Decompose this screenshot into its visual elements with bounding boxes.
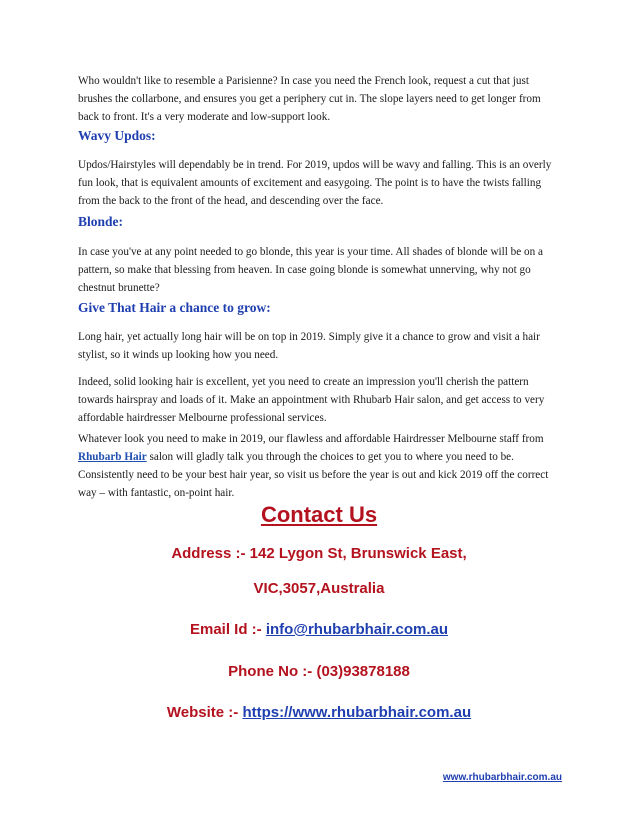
rhubarb-hair-link[interactable]: Rhubarb Hair bbox=[78, 451, 147, 463]
contact-address-line2: VIC,3057,Australia bbox=[253, 580, 385, 597]
footer-url-link[interactable]: www.rhubarbhair.com.au bbox=[442, 772, 562, 783]
section-heading: Blonde: bbox=[78, 214, 124, 229]
section-wavy-updos-body bbox=[78, 156, 562, 210]
website-label: Website :- bbox=[166, 704, 243, 721]
paragraph-text-after-link: salon will gladly talk you through the choices to get you to where you need to be. Consistently need to be your best hair year, so visit us before the year is out and kick 2019 off the correct way – with fantastic, on-point hair. bbox=[78, 451, 549, 499]
section-blonde bbox=[78, 214, 562, 230]
contact-address-line1: Address :- 142 Lygon St, Brunswick East, bbox=[171, 545, 467, 562]
contact-title: Contact Us bbox=[260, 502, 378, 527]
section-blonde-body bbox=[78, 243, 562, 297]
section-paragraph: Long hair, yet actually long hair will be on top in 2019. Simply give it a chance to grow and visit a hair stylist, so it winds up looking how you need. bbox=[78, 331, 540, 361]
contact-email-row bbox=[0, 621, 638, 638]
section-heading: Give That Hair a chance to grow: bbox=[78, 300, 271, 315]
section-heading: Wavy Updos: bbox=[78, 128, 156, 143]
whatever-look-block bbox=[78, 430, 562, 502]
email-label: Email Id :- bbox=[190, 621, 266, 638]
solid-hair-block bbox=[78, 373, 562, 427]
whatever-look-paragraph bbox=[78, 430, 562, 502]
section-grow-body bbox=[78, 328, 562, 364]
website-link[interactable]: https://www.rhubarbhair.com.au bbox=[242, 704, 472, 721]
section-paragraph: In case you've at any point needed to go blonde, this year is your time. All shades of blonde will be on a pattern, so make that blessing from heaven. In case going blonde is somewhat unnerving, why not go chestnut brunette? bbox=[78, 246, 543, 294]
contact-phone: Phone No :- (03)93878188 bbox=[228, 663, 410, 680]
solid-hair-paragraph: Indeed, solid looking hair is excellent, yet you need to create an impression you'll cherish the pattern towards hairspray and loads of it. Make an appointment with Rhubarb Hair salon, and get access to very affordable hairdresser Melbourne professional services. bbox=[78, 376, 545, 424]
section-grow bbox=[78, 300, 562, 316]
email-link[interactable]: info@rhubarbhair.com.au bbox=[265, 621, 448, 638]
intro-paragraph: Who wouldn't like to resemble a Parisienne? In case you need the French look, request a cut that just brushes the collarbone, and ensures you get a periphery cut in. The slope layers need to get longer from back to front. It's a very moderate and low-support look. bbox=[78, 75, 541, 123]
section-paragraph: Updos/Hairstyles will dependably be in trend. For 2019, updos will be wavy and falling. This is an overly fun look, that is equivalent amounts of excitement and easygoing. The point is to have the twists falling from the back to the front of the head, and descending over the face. bbox=[78, 159, 552, 207]
section-wavy-updos bbox=[78, 128, 562, 144]
paragraph-text-before-link: Whatever look you need to make in 2019, our flawless and affordable Hairdresser Melbourne staff from bbox=[78, 433, 544, 445]
contact-website-row bbox=[0, 704, 638, 721]
intro-block bbox=[78, 72, 562, 126]
